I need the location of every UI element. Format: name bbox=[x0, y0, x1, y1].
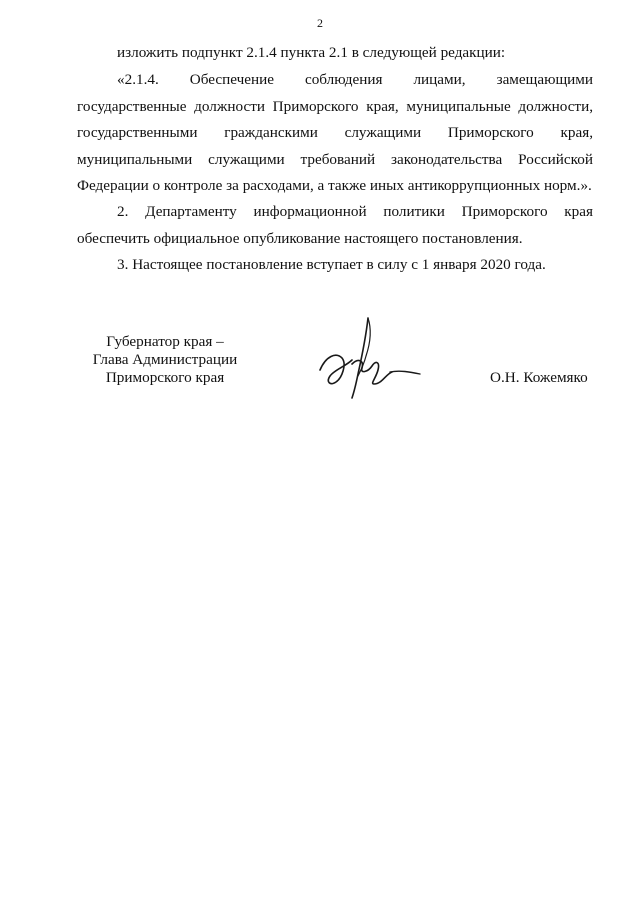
page-number: 2 bbox=[317, 16, 323, 30]
signatory-title bbox=[80, 333, 250, 387]
signatory-title-line-3: Приморского края bbox=[105, 369, 225, 386]
signatory-title-line-1: Губернатор края – bbox=[106, 333, 224, 350]
paragraph-1-text: изложить подпункт 2.1.4 пункта 2.1 в следующей редакции: bbox=[117, 44, 506, 61]
paragraph-2 bbox=[77, 67, 593, 200]
handwritten-signature bbox=[312, 312, 424, 404]
signatory-title-line-2: Глава Администрации bbox=[92, 351, 238, 368]
paragraph-3 bbox=[77, 199, 593, 252]
paragraph-4-text: 3. Настоящее постановление вступает в силу с 1 января 2020 года. bbox=[117, 256, 546, 273]
paragraph-2-text: «2.1.4. Обеспечение соблюдения лицами, замещающими государственные должности Приморского края, муниципальные должности, государственными гражданскими служащими Приморского края, муниципальными служащими требований законодательства Российской Федерации о контроле за расходами, а также иных антикоррупционных норм.». bbox=[77, 71, 593, 194]
signatory-name: О.Н. Кожемяко bbox=[490, 369, 588, 386]
paragraph-3-text: 2. Департаменту информационной политики Приморского края обеспечить официальное опубликование настоящего постановления. bbox=[77, 203, 593, 247]
paragraph-4 bbox=[77, 252, 593, 279]
paragraph-1 bbox=[77, 40, 593, 67]
